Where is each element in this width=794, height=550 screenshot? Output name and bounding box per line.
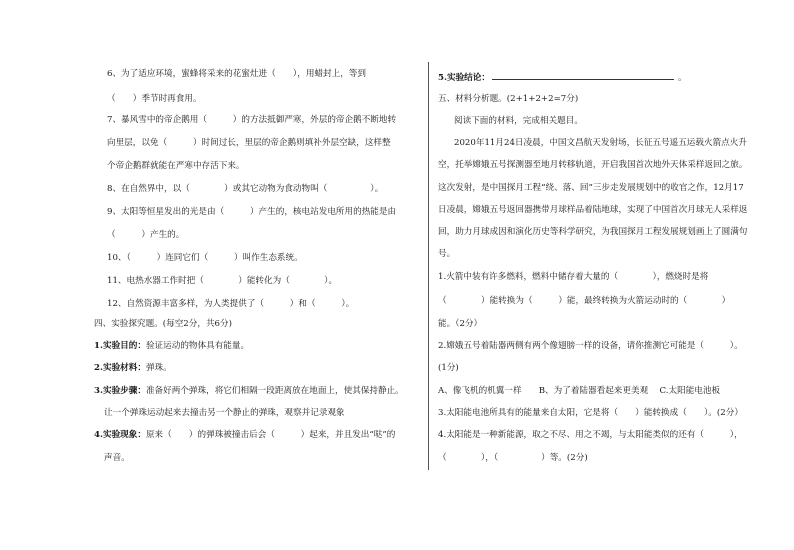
question-12: 12、自然资源丰富多样，为人类提供了（ ）和（ ）。 — [107, 299, 355, 309]
experiment-phenomenon-text: 原来（ ）的弹珠被撞击后会（ ）起来，并且发出“哒”的 — [145, 430, 396, 440]
question-7-line-1: 7、暴风雪中的帝企鹅用（ ）的方法抵御严寒，外层的帝企鹅不断地转 — [107, 115, 397, 125]
question-9-line-1: 9、太阳等恒星发出的光是由（ ）产生的，核电站发电所用的热能是由 — [107, 207, 397, 217]
experiment-material-label: 2.实验材料： — [94, 363, 146, 373]
reading-question-1-line-3: 能。（2分） — [438, 319, 483, 329]
question-8: 8、在自然界中，以（ ）或其它动物为食动物叫（ ）。 — [107, 184, 384, 194]
question-9-line-2: （ ）产生的。 — [107, 230, 185, 240]
conclusion-blank[interactable] — [492, 70, 674, 80]
experiment-purpose-label: 1.实验目的： — [94, 341, 146, 351]
experiment-phenomenon-label: 4.实验现象： — [94, 430, 146, 440]
experiment-phenomenon — [94, 429, 395, 441]
experiment-material — [94, 362, 172, 374]
reading-question-1-line-2: （ ）能转换为（ ）能，最终转换为火箭运动时的（ ） — [438, 296, 731, 306]
question-7-line-2: 向里层，以免（ ）时间过长，里层的帝企鹅则填补外层空缺，这样整 — [107, 138, 391, 148]
experiment-purpose — [94, 340, 249, 352]
column-divider — [428, 62, 429, 470]
experiment-conclusion — [438, 70, 687, 84]
conclusion-end-mark: 。 — [677, 73, 687, 83]
section-4-title: 四、实验探究题。(每空2分，共6分) — [94, 319, 232, 329]
experiment-purpose-text: 验证运动的物体具有能量。 — [145, 341, 250, 351]
question-6-line-1: 6、为了适应环境，蜜蜂将采来的花蜜灶进（ ），用蜡封上，等到 — [107, 69, 366, 79]
experiment-conclusion-label: 5.实验结论： — [438, 73, 490, 83]
reading-question-4-line-1: 4.太阳能是一种新能源，取之不尽、用之不竭，与太阳能类似的还有（ ）， — [438, 430, 743, 440]
reading-question-2-line-2: (1分) — [438, 363, 459, 373]
passage-line-5: 回，助力月球成因和演化历史等科学研究，为我国探月工程发展规划画上了圆满句 — [438, 227, 748, 237]
question-7-line-3: 个帝企鹅群就能在严寒中存活下来。 — [107, 161, 245, 171]
question-10: 10、（ ）连同它们（ ）叫作生态系统。 — [107, 253, 303, 263]
reading-question-2-options: A、像飞机的机翼一样 B、为了着陆器看起来更美观 C.太阳能电池板 — [438, 386, 721, 396]
reading-question-3: 3.太阳能电池所具有的能量来自太阳，它是将（ ）能转换成（ ）。(2分） — [438, 408, 743, 418]
experiment-steps-text: 准备好两个弹珠，将它们相隔一段距离放在地面上，使其保持静止。 — [145, 386, 404, 396]
experiment-phenomenon-line-2: 声音。 — [104, 453, 130, 463]
reading-question-2-line-1: 2.嫦娥五号着陆器两侧有两个像翅膀一样的设备，请你推测它可能是（ ）。 — [438, 341, 743, 351]
passage-line-2: 空，托举嫦娥五号探测器至地月转移轨道，开启我国首次地外天体采样返回之旅。 — [438, 160, 748, 170]
experiment-steps-label: 3.实验步骤： — [94, 386, 146, 396]
reading-question-4-line-2: （ ），（ ）等。(2分) — [438, 453, 588, 463]
reading-intro: 阅读下面的材料，完成相关题目。 — [454, 116, 583, 126]
passage-line-1: 2020年11月24日凌晨，中国文昌航天发射场，长征五号遥五运载火箭点火升 — [454, 138, 747, 148]
experiment-material-text: 弹珠。 — [145, 363, 172, 373]
reading-question-1-line-1: 1.火箭中装有许多燃料，燃料中储存着大量的（ ），燃烧时是将 — [438, 272, 709, 282]
section-5-title: 五、材料分析题。(2+1+2+2=7分) — [438, 94, 579, 104]
experiment-steps — [94, 385, 404, 397]
question-11: 11、电热水器工作时把（ ）能转化为（ ）。 — [107, 276, 338, 286]
passage-line-4: 日凌晨，嫦娥五号返回器携带月球样品着陆地球，实现了中国首次月球无人采样返 — [438, 205, 748, 215]
passage-line-3: 这次发射，是中国探月工程“绕、落、回”三步走发展规划中的收官之作，12月17 — [438, 183, 744, 193]
passage-line-6: 号。 — [438, 249, 456, 259]
experiment-steps-line-2: 让一个弹珠运动起来去撞击另一个静止的弹珠，观察并记录观象 — [104, 408, 345, 418]
question-6-line-2: （ ）季节时再食用。 — [107, 94, 202, 104]
